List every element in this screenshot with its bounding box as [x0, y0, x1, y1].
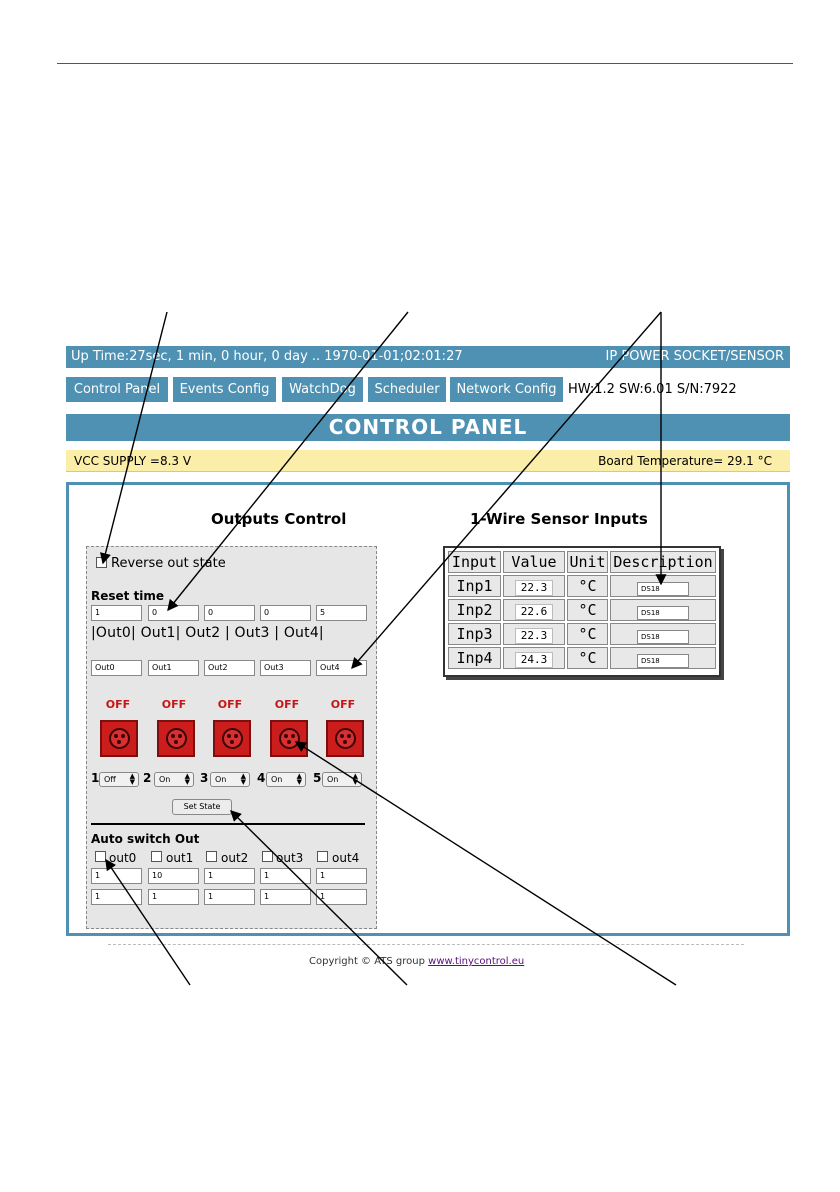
output-number-3: 3 — [200, 771, 209, 785]
input-cell: Inp1 — [448, 575, 501, 597]
output-number-4: 4 — [257, 771, 266, 785]
hw-info: HW:1.2 SW:6.01 S/N:7922 — [568, 382, 737, 397]
output-name-1[interactable]: Out1 — [148, 660, 199, 676]
auto-switch-input[interactable]: 1 — [204, 868, 255, 884]
auto-switch-input[interactable]: 1 — [316, 889, 367, 905]
output-number-5: 5 — [313, 771, 322, 785]
auto-switch-input[interactable]: 1 — [91, 868, 142, 884]
output-select-value: On — [215, 775, 227, 784]
board-temperature: Board Temperature= 29.1 °C — [598, 454, 772, 468]
value-field: 22.6 — [515, 604, 553, 620]
outputs-title: Outputs Control — [211, 510, 347, 528]
column-header: Value — [503, 551, 565, 573]
description-input[interactable]: DS18 — [637, 582, 689, 596]
arrow-socket-icon — [296, 742, 676, 985]
column-header: Unit — [567, 551, 608, 573]
sensors-title: 1-Wire Sensor Inputs — [470, 510, 648, 528]
device-name: IP POWER SOCKET/SENSOR — [605, 349, 784, 364]
description-input[interactable]: DS18 — [637, 654, 689, 668]
nav-network-config[interactable]: Network Config — [450, 377, 563, 402]
reset-time-input-2[interactable]: 0 — [204, 605, 255, 621]
arrow-reverse-state — [103, 312, 167, 563]
auto-switch-input[interactable]: 1 — [316, 868, 367, 884]
auto-switch-input[interactable]: 1 — [148, 889, 199, 905]
description-input[interactable]: DS18 — [637, 606, 689, 620]
auto-switch-label: Auto switch Out — [91, 832, 200, 846]
auto-switch-label-1: out1 — [166, 851, 194, 865]
auto-switch-label-4: out4 — [332, 851, 360, 865]
output-select-value: On — [327, 775, 339, 784]
copyright-text: Copyright © ATS group — [309, 956, 429, 967]
output-select-value: On — [271, 775, 283, 784]
nav-control-panel[interactable]: Control Panel — [66, 377, 168, 402]
uptime-text: Up Time:27sec, 1 min, 0 hour, 0 day .. 1970-01-01;02:01:27 — [71, 349, 463, 364]
output-number-1: 1 — [91, 771, 100, 785]
column-header: Input — [448, 551, 501, 573]
vcc-supply: VCC SUPPLY =8.3 V — [74, 454, 192, 468]
reset-time-input-0[interactable]: 1 — [91, 605, 142, 621]
value-field: 24.3 — [515, 652, 553, 668]
reset-time-input-1[interactable]: 0 — [148, 605, 199, 621]
reverse-state-label: Reverse out state — [111, 556, 226, 571]
arrow-output-name — [352, 312, 661, 668]
value-field: 22.3 — [515, 580, 553, 596]
output-name-3[interactable]: Out3 — [260, 660, 311, 676]
reset-time-input-4[interactable]: 5 — [316, 605, 367, 621]
output-name-2[interactable]: Out2 — [204, 660, 255, 676]
input-cell: Inp2 — [448, 599, 501, 621]
output-number-2: 2 — [143, 771, 152, 785]
auto-switch-label-0: out0 — [109, 851, 137, 865]
input-cell: Inp4 — [448, 647, 501, 669]
auto-switch-input[interactable]: 1 — [204, 889, 255, 905]
outputs-header: |Out0| Out1| Out2 | Out3 | Out4| — [91, 625, 324, 641]
auto-switch-input[interactable]: 1 — [260, 868, 311, 884]
spinner-icon: ▲ ▼ — [240, 772, 246, 786]
spinner-icon: ▲ ▼ — [129, 772, 135, 786]
unit-cell: °C — [567, 575, 608, 597]
spinner-icon: ▲ ▼ — [184, 772, 190, 786]
auto-switch-input[interactable]: 1 — [91, 889, 142, 905]
nav-watchdog[interactable]: WatchDog — [282, 377, 363, 402]
output-state-4: OFF — [330, 698, 356, 711]
unit-cell: °C — [567, 647, 608, 669]
footer-link[interactable]: www.tinycontrol.eu — [428, 956, 525, 967]
auto-switch-input[interactable]: 1 — [260, 889, 311, 905]
output-select-value: Off — [104, 775, 116, 784]
arrow-auto-switch — [106, 860, 190, 985]
set-state-button[interactable]: Set State — [172, 799, 232, 815]
unit-cell: °C — [567, 599, 608, 621]
nav-scheduler[interactable]: Scheduler — [368, 377, 446, 402]
description-input[interactable]: DS18 — [637, 630, 689, 644]
nav-events-config[interactable]: Events Config — [173, 377, 276, 402]
auto-switch-label-2: out2 — [221, 851, 249, 865]
arrow-set-state — [231, 811, 407, 985]
column-header: Description — [610, 551, 716, 573]
unit-cell: °C — [567, 623, 608, 645]
auto-switch-input[interactable]: 10 — [148, 868, 199, 884]
auto-switch-label-3: out3 — [276, 851, 304, 865]
output-state-1: OFF — [161, 698, 187, 711]
output-state-0: OFF — [105, 698, 131, 711]
output-select-value: On — [159, 775, 171, 784]
reset-time-label: Reset time — [91, 589, 165, 603]
output-name-0[interactable]: Out0 — [91, 660, 142, 676]
arrow-reset-time — [168, 312, 408, 610]
reset-time-input-3[interactable]: 0 — [260, 605, 311, 621]
spinner-icon: ▲ ▼ — [296, 772, 302, 786]
output-state-2: OFF — [217, 698, 243, 711]
spinner-icon: ▲ ▼ — [352, 772, 358, 786]
output-state-3: OFF — [274, 698, 300, 711]
input-cell: Inp3 — [448, 623, 501, 645]
output-name-4[interactable]: Out4 — [316, 660, 367, 676]
value-field: 22.3 — [515, 628, 553, 644]
page-title: CONTROL PANEL — [66, 414, 790, 441]
